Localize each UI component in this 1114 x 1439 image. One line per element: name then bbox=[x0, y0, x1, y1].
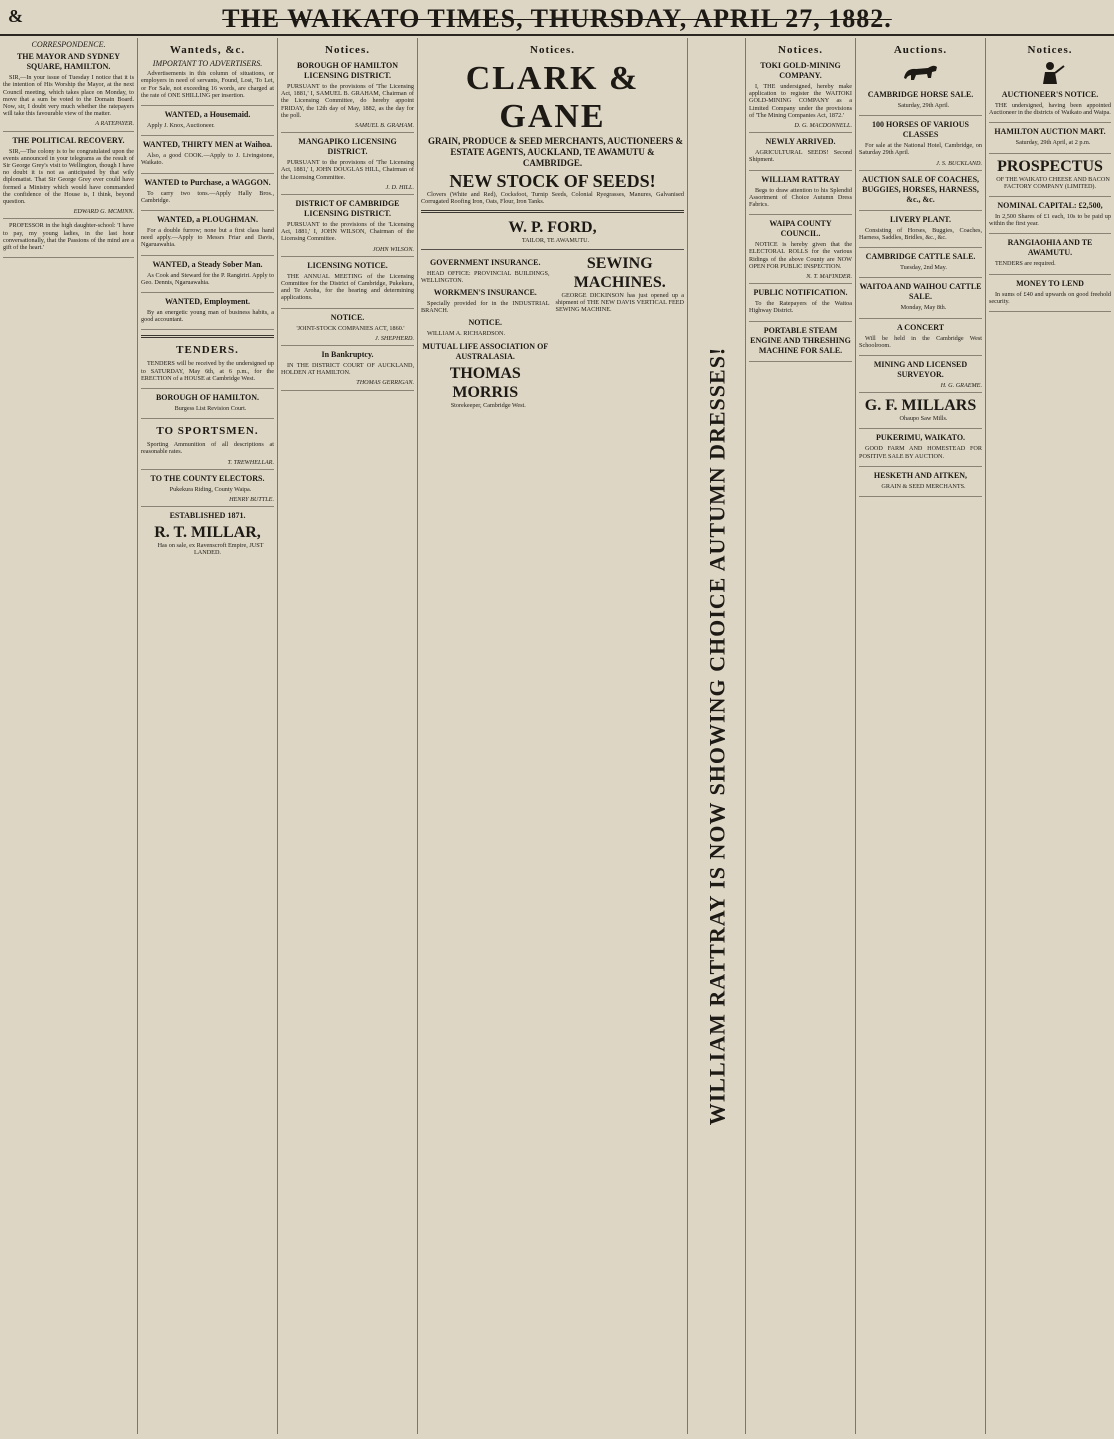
column-merchants bbox=[418, 38, 688, 1434]
ad-title: WANTED, a Steady Sober Man. bbox=[152, 259, 263, 269]
mutual-title: MUTUAL LIFE ASSOCIATION OF AUSTRALASIA. bbox=[422, 341, 549, 361]
licensing-notice bbox=[281, 137, 414, 195]
rattray-notice bbox=[749, 175, 852, 216]
notice-signature: SAMUEL B. GRAHAM. bbox=[354, 122, 414, 130]
letter-signature: A RATEPAYER. bbox=[95, 120, 134, 128]
seeds-body: Clovers (White and Red), Cocksfoot, Turnip Seeds, Colonial Ryegrasses, Manures, Galvanised Corrugated Roofing Iron, Oats, Flour, Iron Tanks. bbox=[421, 191, 684, 206]
ad-signature: HENRY BUTTLE. bbox=[229, 496, 274, 504]
notice-title: PORTABLE STEAM ENGINE AND THRESHING MACHINE FOR SALE. bbox=[750, 325, 851, 355]
masthead-title: THE WAIKATO TIMES, THURSDAY, APRIL 27, 1882. bbox=[222, 4, 892, 33]
wanted-ad bbox=[141, 178, 274, 211]
auction-ad bbox=[859, 252, 982, 278]
column-correspondence bbox=[0, 38, 138, 1434]
sewing-title: SEWING MACHINES. bbox=[573, 254, 666, 291]
council-notice bbox=[749, 219, 852, 284]
ad-body: Also, a good COOK.—Apply to J. Livingstone, Waikato. bbox=[141, 152, 274, 167]
notice-body: To the Ratepayers of the Waitoa Highway District. bbox=[749, 300, 852, 315]
ad-title: WANTED, Employment. bbox=[164, 297, 251, 307]
ad-signature: J. S. BUCKLAND. bbox=[936, 159, 982, 167]
auction-ad bbox=[859, 282, 982, 318]
mining-notice bbox=[749, 61, 852, 133]
licensing-notice bbox=[281, 61, 414, 133]
wanted-ad bbox=[141, 260, 274, 293]
morris-title: THOMAS MORRIS bbox=[449, 364, 521, 401]
notice-body: THE ANNUAL MEETING of the Licensing Committee for the District of Cambridge, Pukekura, and Te Aroha, for the hearing and determining applications. bbox=[281, 272, 414, 302]
notice-title: MANGAPIKO LICENSING DISTRICT. bbox=[298, 137, 397, 157]
divider bbox=[141, 335, 274, 338]
tenders-notice bbox=[989, 238, 1111, 274]
notice-body: PURSUANT to the provisions of 'The Licensing Act, 1881,' I, SAMUEL B. GRAHAM, Chairman of the Licensing Committee, do hereby appoint FRIDAY, the 12th day of May, 1882, as the day for the poll. bbox=[281, 83, 414, 119]
notice-block bbox=[141, 60, 274, 106]
notice-body: I, THE undersigned, hereby make application to register the WAITOKI GOLD-MINING COMPANY as a Limited Company under the provisions of 'The Mining Companies Act, 1872.' bbox=[749, 83, 852, 119]
notice-title: IMPORTANT TO ADVERTISERS. bbox=[152, 59, 263, 68]
ad-body: For sale at the National Hotel, Cambridge, on Saturday 29th April. bbox=[859, 142, 982, 157]
ad-body: GOOD FARM AND HOMESTEAD FOR POSITIVE SALE BY AUCTION. bbox=[859, 445, 982, 460]
ad-title: PUKERIMU, WAIKATO. bbox=[875, 433, 966, 443]
column-wanteds bbox=[138, 38, 278, 1434]
notice-body: 'JOINT-STOCK COMPANIES ACT, 1860.' bbox=[296, 324, 405, 332]
ad-body: TENDERS will be received by the undersigned up to SATURDAY, May 6th, at 6 p.m., for the ERECTION of a HOUSE at Cambridge West. bbox=[141, 360, 274, 382]
column-notices-right bbox=[986, 38, 1114, 1434]
ad-title: BOROUGH OF HAMILTON. bbox=[155, 393, 260, 403]
ad-title: CAMBRIDGE HORSE SALE. bbox=[867, 90, 974, 99]
letter bbox=[3, 136, 134, 220]
sportsmen-ad bbox=[141, 425, 274, 470]
column-heading: Auctions. bbox=[893, 44, 948, 56]
ad-title: WANTED, THIRTY MEN at Waihoa. bbox=[142, 140, 273, 150]
licensing-notice bbox=[281, 199, 414, 257]
capital-notice bbox=[989, 201, 1111, 234]
seeds-title: NEW STOCK OF SEEDS! bbox=[449, 171, 656, 191]
notice-title: TOKI GOLD-MINING COMPANY. bbox=[760, 61, 841, 80]
ad-body: Saturday, 29th April. bbox=[897, 102, 950, 109]
column-heading: Notices. bbox=[325, 44, 370, 56]
notice-title: DISTRICT OF CAMBRIDGE LICENSING DISTRICT. bbox=[295, 199, 400, 219]
ad-title: G. F. MILLARS bbox=[864, 397, 977, 415]
ad-body: Burgess List Revision Court. bbox=[174, 405, 247, 413]
notice-body: THE undersigned, having been appointed Auctioneer in the districts of Waikato and Waipa. bbox=[989, 102, 1111, 117]
ad-title: CAMBRIDGE CATTLE SALE. bbox=[865, 252, 976, 262]
millar-name: R. T. MILLAR, bbox=[154, 524, 261, 542]
farm-ad bbox=[859, 433, 982, 466]
notice-title: WAIPA COUNTY COUNCIL. bbox=[769, 219, 832, 239]
notice-title: HAMILTON AUCTION MART. bbox=[994, 127, 1106, 137]
wanted-ad bbox=[141, 215, 274, 256]
notice-title: NOMINAL CAPITAL: £2,500, bbox=[997, 201, 1103, 211]
notice-body: Saturday, 29th April, at 2 p.m. bbox=[1015, 139, 1091, 147]
letter-signature: EDWARD G. MCMINN. bbox=[73, 208, 134, 216]
ad-title: WANTED, a PLOUGHMAN. bbox=[157, 215, 258, 225]
column-heading: Notices. bbox=[1027, 44, 1073, 56]
rattray-vertical-text: WILLIAM RATTRAY IS NOW SHOWING CHOICE AUTUMN DRESSES! bbox=[703, 346, 729, 1126]
notice-body: AGRICULTURAL SEEDS! Second Shipment. bbox=[749, 149, 852, 164]
letter-body: SIR,—In your issue of Tuesday I notice that it is the intention of His Worship the Mayor, at the next Council meeting, which takes place on Monday, to move that a sum be voted to the Domain Board. Now, sir, I doubt very much whether the ratepayers will take this favourable view of the matter. bbox=[3, 74, 134, 118]
notice-title: PUBLIC NOTIFICATION. bbox=[753, 288, 848, 298]
notice-body: PURSUANT to the provisions of the 'Licensing Act, 1881,' I, JOHN WILSON, Chairman of the Licensing Committee. bbox=[281, 221, 414, 243]
ad-body: GRAIN & SEED MERCHANTS. bbox=[881, 482, 966, 490]
notice-body: IN THE DISTRICT COURT OF AUCKLAND, HOLDEN AT HAMILTON. bbox=[281, 362, 414, 377]
clark-gane-body: GRAIN, PRODUCE & SEED MERCHANTS, AUCTIONEERS & ESTATE AGENTS, AUCKLAND, TE AWAMUTU & CAMBRIDGE. bbox=[427, 136, 684, 168]
ad-body: Will be held in the Cambridge West Schoolroom. bbox=[859, 334, 982, 349]
ad-title: TO SPORTSMEN. bbox=[156, 425, 259, 438]
column-heading: Wanteds, &c. bbox=[169, 44, 246, 56]
letter bbox=[3, 52, 134, 131]
ad-body: Tuesday, 2nd May. bbox=[900, 264, 947, 272]
ad-title: AUCTION SALE OF COACHES, BUGGIES, HORSES, HARNESS, &c., &c. bbox=[861, 174, 980, 204]
ad-title: HESKETH AND AITKEN, bbox=[873, 470, 968, 480]
notice-signature: J. D. HILL. bbox=[385, 183, 414, 191]
ford-body: TAILOR, TE AWAMUTU. bbox=[521, 237, 590, 245]
notice-signature: JOHN WILSON. bbox=[372, 245, 414, 253]
column-heading: Notices. bbox=[530, 44, 575, 56]
money-notice bbox=[989, 279, 1111, 312]
notice-title: RANGIAOHIA AND TE AWAMUTU. bbox=[1007, 238, 1093, 258]
notice-body: In sums of £40 and upwards on good freehold security. bbox=[989, 290, 1111, 305]
ad-title: TO THE COUNTY ELECTORS. bbox=[150, 473, 265, 483]
surveyor-ad bbox=[859, 360, 982, 393]
notice-body: Advertisements in this column of situations, or employers in need of servants, Found, Lost, To Let, or For Sale, not exceeding 16 words, are charged at the rate of ONE SHILLING per insertion. bbox=[141, 70, 274, 99]
seeds-notice bbox=[749, 137, 852, 170]
ad-signature: T. TREWHELLAR. bbox=[227, 458, 274, 466]
letter-title: THE POLITICAL RECOVERY. bbox=[12, 135, 125, 145]
column-heading: CORRESPONDENCE. bbox=[31, 40, 106, 49]
concert-ad bbox=[859, 323, 982, 356]
notice-signature: N. T. MAFINDER. bbox=[806, 273, 852, 281]
millar-body: Has on sale, ex Ravenscroft Empire, JUST LANDED. bbox=[157, 542, 264, 557]
column-heading: Notices. bbox=[778, 44, 823, 56]
tender-ad bbox=[141, 344, 274, 389]
auction-ad bbox=[859, 90, 982, 116]
ad-title: A CONCERT bbox=[896, 322, 945, 332]
insurance-ads bbox=[421, 254, 550, 412]
notice-title: MONEY TO LEND bbox=[1016, 278, 1084, 288]
mart-notice bbox=[989, 127, 1111, 153]
ad-body: By an energetic young man of business habits, a good accountant. bbox=[141, 309, 274, 324]
sewing-body: GEORGE DICKINSON has just opened up a shipment of THE NEW DAVIS VERTICAL FEED SEWING MACHINE. bbox=[555, 291, 684, 314]
clark-gane-title: CLARK & GANE bbox=[465, 60, 640, 135]
insurance-body: HEAD OFFICE: PROVINCIAL BUILDINGS, WELLINGTON. bbox=[421, 269, 550, 284]
column-auctions bbox=[856, 38, 986, 1434]
ad-body: For a double furrow; none but a first class hand need apply.—Apply to Messrs Friar and Davis, Ngaruawahia. bbox=[141, 227, 274, 249]
letter-title: THE MAYOR AND SYDNEY SQUARE, HAMILTON. bbox=[16, 52, 121, 72]
column-council bbox=[746, 38, 856, 1434]
ad-body: Ohaupo Saw Mills. bbox=[899, 415, 948, 423]
established-label: ESTABLISHED 1871. bbox=[169, 511, 246, 521]
ad-body: As Cook and Steward for the P. Rangiriri. Apply to Geo. Dennis, Ngaruawahia. bbox=[141, 271, 274, 286]
electors-ad bbox=[141, 474, 274, 507]
letter-body: SIR,—The colony is to be congratulated upon the events announced in your telegrams as the result of Sir George Grey's visit to Wellington, though I have no doubt it is not as anticipated by that wily diplomatist. That Sir George Grey ever could have formed a Ministry which would have commanded the confidence of the House is, I think, beyond question. bbox=[3, 147, 134, 206]
notice-body: In 2,500 Shares of £1 each, 10s to be paid up within the first year. bbox=[989, 213, 1111, 228]
insurance-title: GOVERNMENT INSURANCE. bbox=[429, 257, 541, 267]
workmen-title: WORKMEN'S INSURANCE. bbox=[433, 288, 537, 298]
ad-body: Pukekura Riding, County Waipa. bbox=[169, 485, 252, 493]
engine-notice bbox=[749, 326, 852, 362]
notice-body: WILLIAM A. RICHARDSON. bbox=[427, 330, 506, 338]
sewing-ad bbox=[556, 254, 685, 412]
column-licensing bbox=[278, 38, 418, 1434]
auction-ad bbox=[859, 215, 982, 248]
divider bbox=[421, 210, 684, 213]
notice-title: LICENSING NOTICE. bbox=[307, 260, 388, 270]
divider bbox=[421, 249, 684, 250]
ad-body: Apply J. Knox, Auctioneer. bbox=[147, 122, 215, 130]
ad-body: Consisting of Horses, Buggies, Coaches, Harness, Saddles, Bridles, &c., &c. bbox=[859, 226, 982, 242]
notice-title: NEWLY ARRIVED. bbox=[765, 137, 836, 147]
prospectus-notice bbox=[989, 157, 1111, 197]
auction-ad bbox=[859, 175, 982, 211]
jsc-notice bbox=[281, 313, 414, 346]
anecdote-body: PROFESSOR in the high daughter-school: 'I have to pay, my young ladies, in the last hour conversationally, that the Passions of the mind are a gift of the heart.' bbox=[3, 222, 134, 252]
ad-title: MINING AND LICENSED SURVEYOR. bbox=[873, 360, 968, 380]
notice-title: NOTICE. bbox=[468, 318, 503, 328]
ad-body: To carry two tons.—Apply Hally Bros., Cambridge. bbox=[141, 189, 274, 204]
auctioneer-notice bbox=[989, 90, 1111, 123]
ad-signature: H. G. GRAEME. bbox=[940, 382, 982, 390]
notice-body: OF THE WAIKATO CHEESE AND BACON FACTORY COMPANY (LIMITED). bbox=[996, 175, 1110, 190]
wanted-ad bbox=[141, 140, 274, 173]
ad-title: WAITOA AND WAIHOU CATTLE SALE. bbox=[859, 282, 982, 302]
notice-body: TENDERS are required. bbox=[995, 260, 1056, 268]
notice-title: PROSPECTUS bbox=[997, 157, 1103, 175]
notice-title: NOTICE. bbox=[330, 312, 365, 322]
notice-title: AUCTIONEER'S NOTICE. bbox=[1001, 90, 1099, 99]
ad-title: WANTED, a Housemaid. bbox=[164, 110, 251, 120]
anecdote bbox=[3, 222, 134, 258]
notice-title: In Bankruptcy. bbox=[321, 350, 374, 360]
morris-body: Storekeeper, Cambridge West. bbox=[450, 401, 526, 409]
masthead bbox=[0, 0, 1114, 36]
workmen-body: Specially provided for in the INDUSTRIAL BRANCH. bbox=[421, 300, 550, 315]
masthead-ornament: & bbox=[8, 6, 23, 26]
ad-body: Sporting Ammunition of all descriptions at reasonable rates. bbox=[141, 441, 274, 456]
notice-signature: D. G. MACDONNELL. bbox=[794, 122, 852, 130]
ad-title: WANTED to Purchase, a WAGGON. bbox=[144, 177, 271, 187]
auction-ad bbox=[859, 120, 982, 171]
auctioneer-figure-icon bbox=[1029, 60, 1071, 86]
ford-title: W. P. FORD, bbox=[508, 219, 597, 237]
public-notice bbox=[749, 288, 852, 321]
borough-ad bbox=[141, 393, 274, 419]
notice-body: Begs to draw attention to his Splendid Assortment of Choice Autumn Dress Fabrics. bbox=[749, 186, 852, 209]
rattray-vertical-banner bbox=[688, 38, 745, 1434]
notice-signature: THOMAS GERRIGAN. bbox=[356, 379, 414, 387]
ad-body: Monday, May 8th. bbox=[900, 304, 947, 312]
notice-body: NOTICE is hereby given that the ELECTORAL ROLLS for the various Ridings of the above County are NOW OPEN FOR PUBLIC INSPECTION. bbox=[749, 241, 852, 270]
ad-title: 100 HORSES OF VARIOUS CLASSES bbox=[872, 120, 969, 140]
licensing-notice bbox=[281, 261, 414, 309]
merchant-ad bbox=[859, 471, 982, 497]
two-col-ads bbox=[421, 254, 684, 412]
notice-signature: J. SHEPHERD. bbox=[374, 334, 414, 342]
ad-title: TENDERS. bbox=[176, 344, 239, 357]
bankruptcy-notice bbox=[281, 350, 414, 391]
ad-title: LIVERY PLANT. bbox=[889, 214, 952, 224]
horse-icon bbox=[900, 60, 942, 86]
column-rattray bbox=[688, 38, 746, 1434]
wanted-ad bbox=[141, 110, 274, 136]
notice-title: BOROUGH OF HAMILTON LICENSING DISTRICT. bbox=[296, 61, 399, 80]
millars-ad bbox=[859, 396, 982, 429]
notice-title: WILLIAM RATTRAY bbox=[761, 174, 840, 184]
notice-body: PURSUANT to the provisions of 'The Licensing Act, 1881,' I, JOHN DOUGLAS HILL, Chairman of the Licensing Committee. bbox=[281, 159, 414, 181]
wanted-ad bbox=[141, 297, 274, 330]
